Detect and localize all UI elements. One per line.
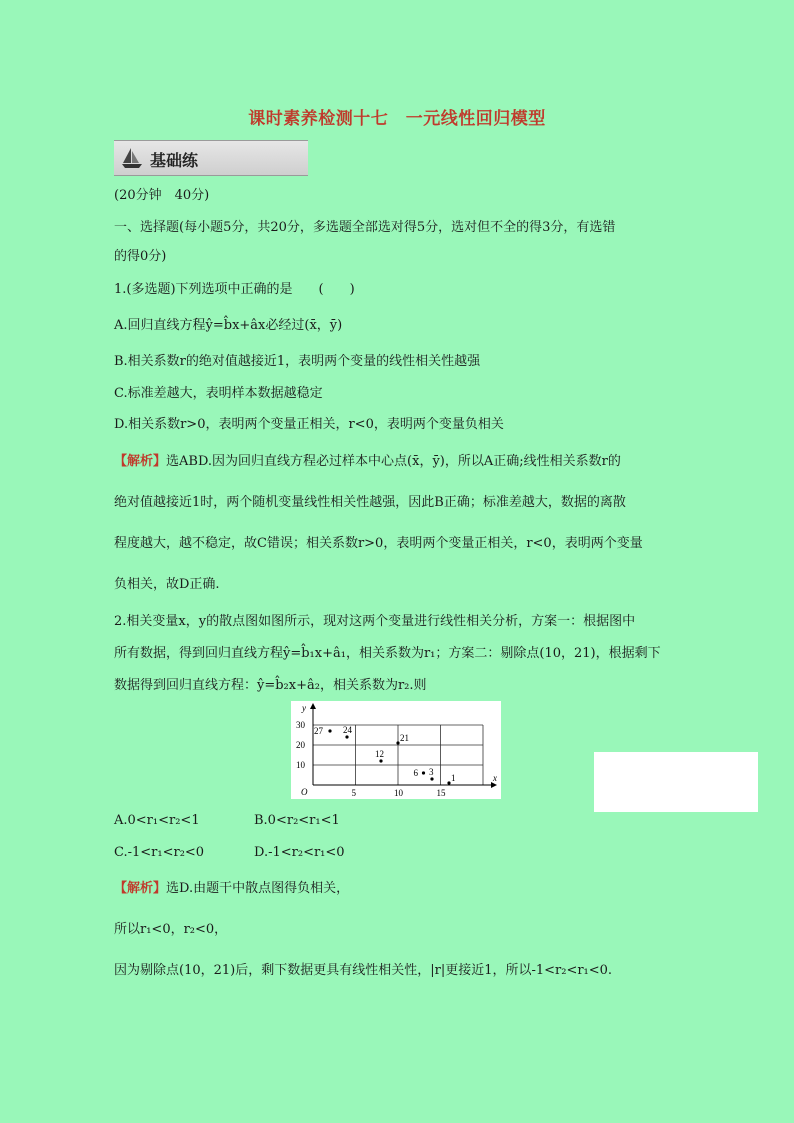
q2-line-3: 数据得到回归直线方程：ŷ=b̂₂x+â₂，相关系数为r₂.则	[114, 678, 427, 693]
q2-line-2: 所有数据，得到回归直线方程ŷ=b̂₁x+â₁，相关系数为r₁；方案二：剔除点(10，21)，根据剩下	[114, 646, 661, 661]
q2-analysis-line-3: 因为剔除点(10，21)后，剩下数据更具有线性相关性，|r|更接近1，所以-1<r₂<r₁<0.	[114, 963, 613, 978]
watermark-box	[594, 752, 758, 812]
q1-analysis-line-3: 程度越大，越不稳定，故C错误；相关系数r>0，表明两个变量正相关，r<0，表明两个变量	[114, 536, 643, 551]
banner-label: 基础练	[150, 151, 199, 170]
x-tick-label: 15	[436, 788, 446, 798]
scatter-plot-svg	[291, 701, 501, 799]
data-point	[422, 771, 425, 774]
q1-option-a: A.回归直线方程ŷ=b̂x+âx必经过(x̄，ȳ)	[114, 318, 343, 333]
x-axis-label: x	[493, 773, 497, 783]
x-tick-label: 5	[351, 788, 356, 798]
data-label: 24	[343, 725, 352, 735]
analysis-tag: 【解析】	[114, 881, 167, 896]
y-axis-arrow	[310, 703, 316, 709]
q2-option-b: B.0<r₂<r₁<1	[254, 813, 340, 828]
data-label: 1	[451, 773, 456, 783]
origin-label: O	[301, 787, 308, 797]
analysis-tag: 【解析】	[114, 454, 167, 469]
q1-option-c: C.标准差越大，表明样本数据越稳定	[114, 386, 323, 401]
q2-analysis-line-2: 所以r₁<0，r₂<0，	[114, 922, 228, 937]
q1-option-d: D.相关系数r>0，表明两个变量正相关，r<0，表明两个变量负相关	[114, 417, 504, 432]
data-label: 21	[400, 733, 409, 743]
page-title: 课时素养检测十七 一元线性回归模型	[248, 109, 546, 129]
analysis-text: 选ABD.因为回归直线方程必过样本中心点(x̄，ȳ)，所以A正确;线性相关系数r的	[166, 454, 621, 469]
q2-option-a: A.0<r₁<r₂<1	[114, 813, 200, 828]
section-heading-cont: 的得0分)	[114, 249, 167, 264]
y-tick-label: 30	[296, 720, 305, 730]
section-heading: 一、选择题(每小题5分，共20分，多选题全部选对得5分，选对但不全的得3分，有选错	[114, 220, 616, 235]
data-point	[328, 729, 331, 732]
scatter-plot	[291, 701, 501, 799]
analysis-text: 选D.由题干中散点图得负相关，	[166, 881, 350, 896]
data-point	[379, 759, 382, 762]
section-banner	[114, 140, 308, 176]
data-label: 6	[413, 768, 418, 778]
q1-option-b: B.相关系数r的绝对值越接近1，表明两个变量的线性相关性越强	[114, 354, 481, 369]
q1-analysis-line-4: 负相关，故D正确.	[114, 577, 220, 592]
q2-option-d: D.-1<r₂<r₁<0	[254, 845, 345, 860]
sailboat-icon	[120, 146, 144, 174]
y-axis-label: y	[302, 703, 306, 713]
time-score: (20分钟 40分)	[114, 188, 210, 203]
data-label: 27	[314, 726, 323, 736]
q1-analysis-line-1	[114, 452, 684, 472]
q1-analysis-line-2: 绝对值越接近1时，两个随机变量线性相关性越强，因此B正确；标准差越大，数据的离散	[114, 495, 626, 510]
data-point	[345, 735, 348, 738]
q2-option-c: C.-1<r₁<r₂<0	[114, 845, 205, 860]
y-tick-label: 20	[296, 740, 305, 750]
data-point	[430, 777, 433, 780]
x-tick-label: 10	[394, 788, 403, 798]
q1-stem: 1.(多选题)下列选项中正确的是 ( )	[114, 282, 355, 297]
y-tick-label: 10	[296, 760, 305, 770]
data-label: 12	[375, 749, 384, 759]
data-label: 3	[429, 767, 434, 777]
q2-line-1: 2.相关变量x，y的散点图如图所示，现对这两个变量进行线性相关分析，方案一：根据图中	[114, 614, 636, 629]
q2-analysis-line-1	[114, 879, 684, 899]
